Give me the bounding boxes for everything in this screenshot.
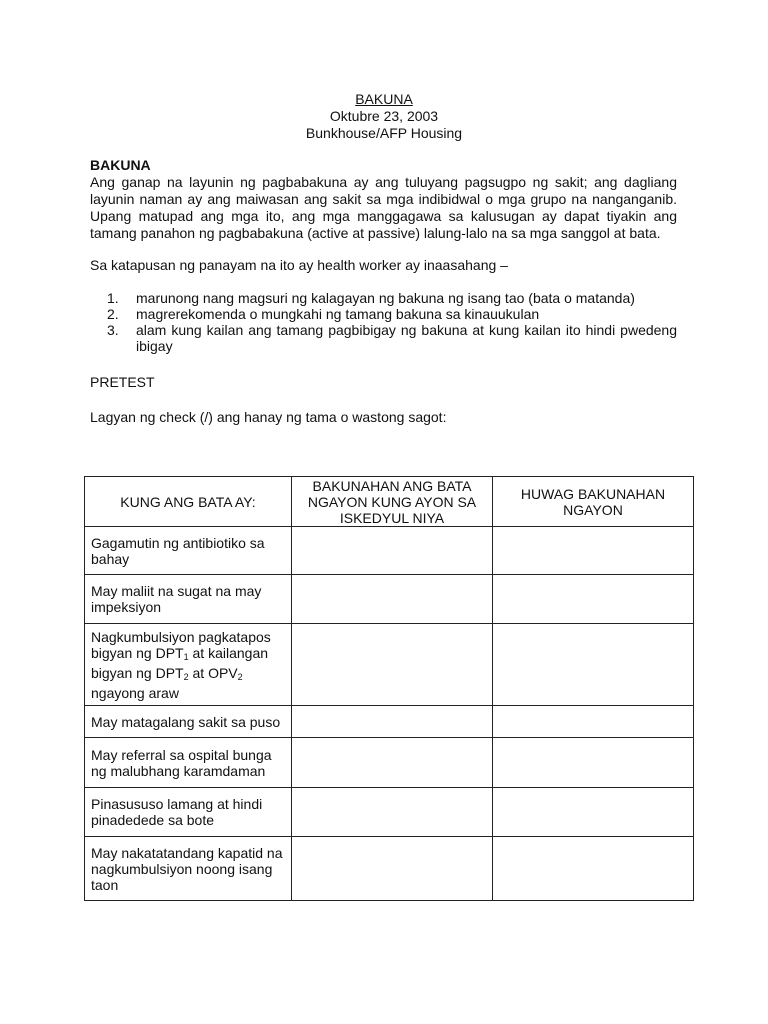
condition-cell: May referral sa ospital bunga ng malubhang karamdaman <box>85 738 292 788</box>
objective-text: magrerekomenda o mungkahi ng tamang bakuna sa kinauukulan <box>136 306 540 322</box>
column-header-condition: KUNG ANG BATA AY: <box>85 477 292 527</box>
table-row <box>85 837 694 901</box>
do-not-vaccinate-check-cell[interactable] <box>493 738 694 788</box>
document-header <box>0 91 768 142</box>
objective-item <box>107 306 677 322</box>
vaccinate-check-cell[interactable] <box>292 575 493 624</box>
intro-paragraph: Ang ganap na layunin ng pagbabakuna ay ang tuluyang pagsugpo ng sakit; ang dagliang layunin naman ay ang maiwasan ang sakit sa mga indibidwal o mga grupo na nanganganib. Upang matupad ang mga ito, ang mga manggagawa sa kalusugan ay dapat tiyakin ang tamang panahon ng pagbabakuna (active at passive) lalung-lalo na sa mga sanggol at bata. <box>90 174 677 241</box>
section-heading: BAKUNA <box>90 157 151 173</box>
condition-text: at kailangan bigyan ng DPT <box>91 644 269 681</box>
column-header-do-not-vaccinate: HUWAG BAKUNAHAN NGAYON <box>493 477 694 527</box>
vaccinate-check-cell[interactable] <box>292 527 493 575</box>
subscript: 2 <box>183 671 189 682</box>
table-row <box>85 527 694 575</box>
expectation-text: Sa katapusan ng panayam na ito ay health worker ay inaasahang – <box>90 257 508 273</box>
condition-cell: Gagamutin ng antibiotiko sa bahay <box>85 527 292 575</box>
pretest-table <box>84 476 694 901</box>
objective-item <box>107 290 677 306</box>
do-not-vaccinate-check-cell[interactable] <box>493 624 694 706</box>
condition-cell: May nakatatandang kapatid na nagkumbulsiyon noong isang taon <box>85 837 292 901</box>
vaccinate-check-cell[interactable] <box>292 738 493 788</box>
table-row <box>85 706 694 738</box>
do-not-vaccinate-check-cell[interactable] <box>493 575 694 624</box>
condition-text: at OPV <box>188 664 238 681</box>
vaccinate-check-cell[interactable] <box>292 706 493 738</box>
table-row <box>85 624 694 706</box>
do-not-vaccinate-check-cell[interactable] <box>493 837 694 901</box>
pretest-label: PRETEST <box>90 374 155 390</box>
do-not-vaccinate-check-cell[interactable] <box>493 706 694 738</box>
subscript: 2 <box>237 671 243 682</box>
objective-number: 3. <box>107 322 119 338</box>
pretest-instruction: Lagyan ng check (/) ang hanay ng tama o wastong sagot: <box>90 409 447 425</box>
table-row <box>85 575 694 624</box>
objective-number: 2. <box>107 306 119 322</box>
document-title: BAKUNA <box>355 91 413 107</box>
condition-text: ngayong araw <box>91 684 179 701</box>
objective-item <box>107 322 677 354</box>
condition-cell: Pinasususo lamang at hindi pinadedede sa bote <box>85 788 292 837</box>
do-not-vaccinate-check-cell[interactable] <box>493 527 694 575</box>
condition-cell <box>85 624 292 706</box>
objective-number: 1. <box>107 290 119 306</box>
condition-cell: May maliit na sugat na may impeksiyon <box>85 575 292 624</box>
table-row <box>85 738 694 788</box>
condition-cell: May matagalang sakit sa puso <box>85 706 292 738</box>
table-row <box>85 788 694 837</box>
document-date: Oktubre 23, 2003 <box>329 108 439 124</box>
do-not-vaccinate-check-cell[interactable] <box>493 788 694 837</box>
objectives-list <box>107 290 677 354</box>
table-header-row <box>85 477 694 527</box>
vaccinate-check-cell[interactable] <box>292 788 493 837</box>
objective-text: marunong nang magsuri ng kalagayan ng bakuna ng isang tao (bata o matanda) <box>136 290 635 306</box>
column-header-vaccinate: BAKUNAHAN ANG BATA NGAYON KUNG AYON SA ISKEDYUL NIYA <box>292 477 493 527</box>
document-location: Bunkhouse/AFP Housing <box>305 125 463 141</box>
vaccinate-check-cell[interactable] <box>292 624 493 706</box>
subscript: 1 <box>183 651 189 662</box>
objective-text: alam kung kailan ang tamang pagbibigay ng bakuna at kung kailan ito hindi pwedeng ibigay <box>136 322 677 354</box>
condition-text: Nagkumbulsiyon pagkatapos bigyan ng DPT <box>91 628 271 661</box>
vaccinate-check-cell[interactable] <box>292 837 493 901</box>
